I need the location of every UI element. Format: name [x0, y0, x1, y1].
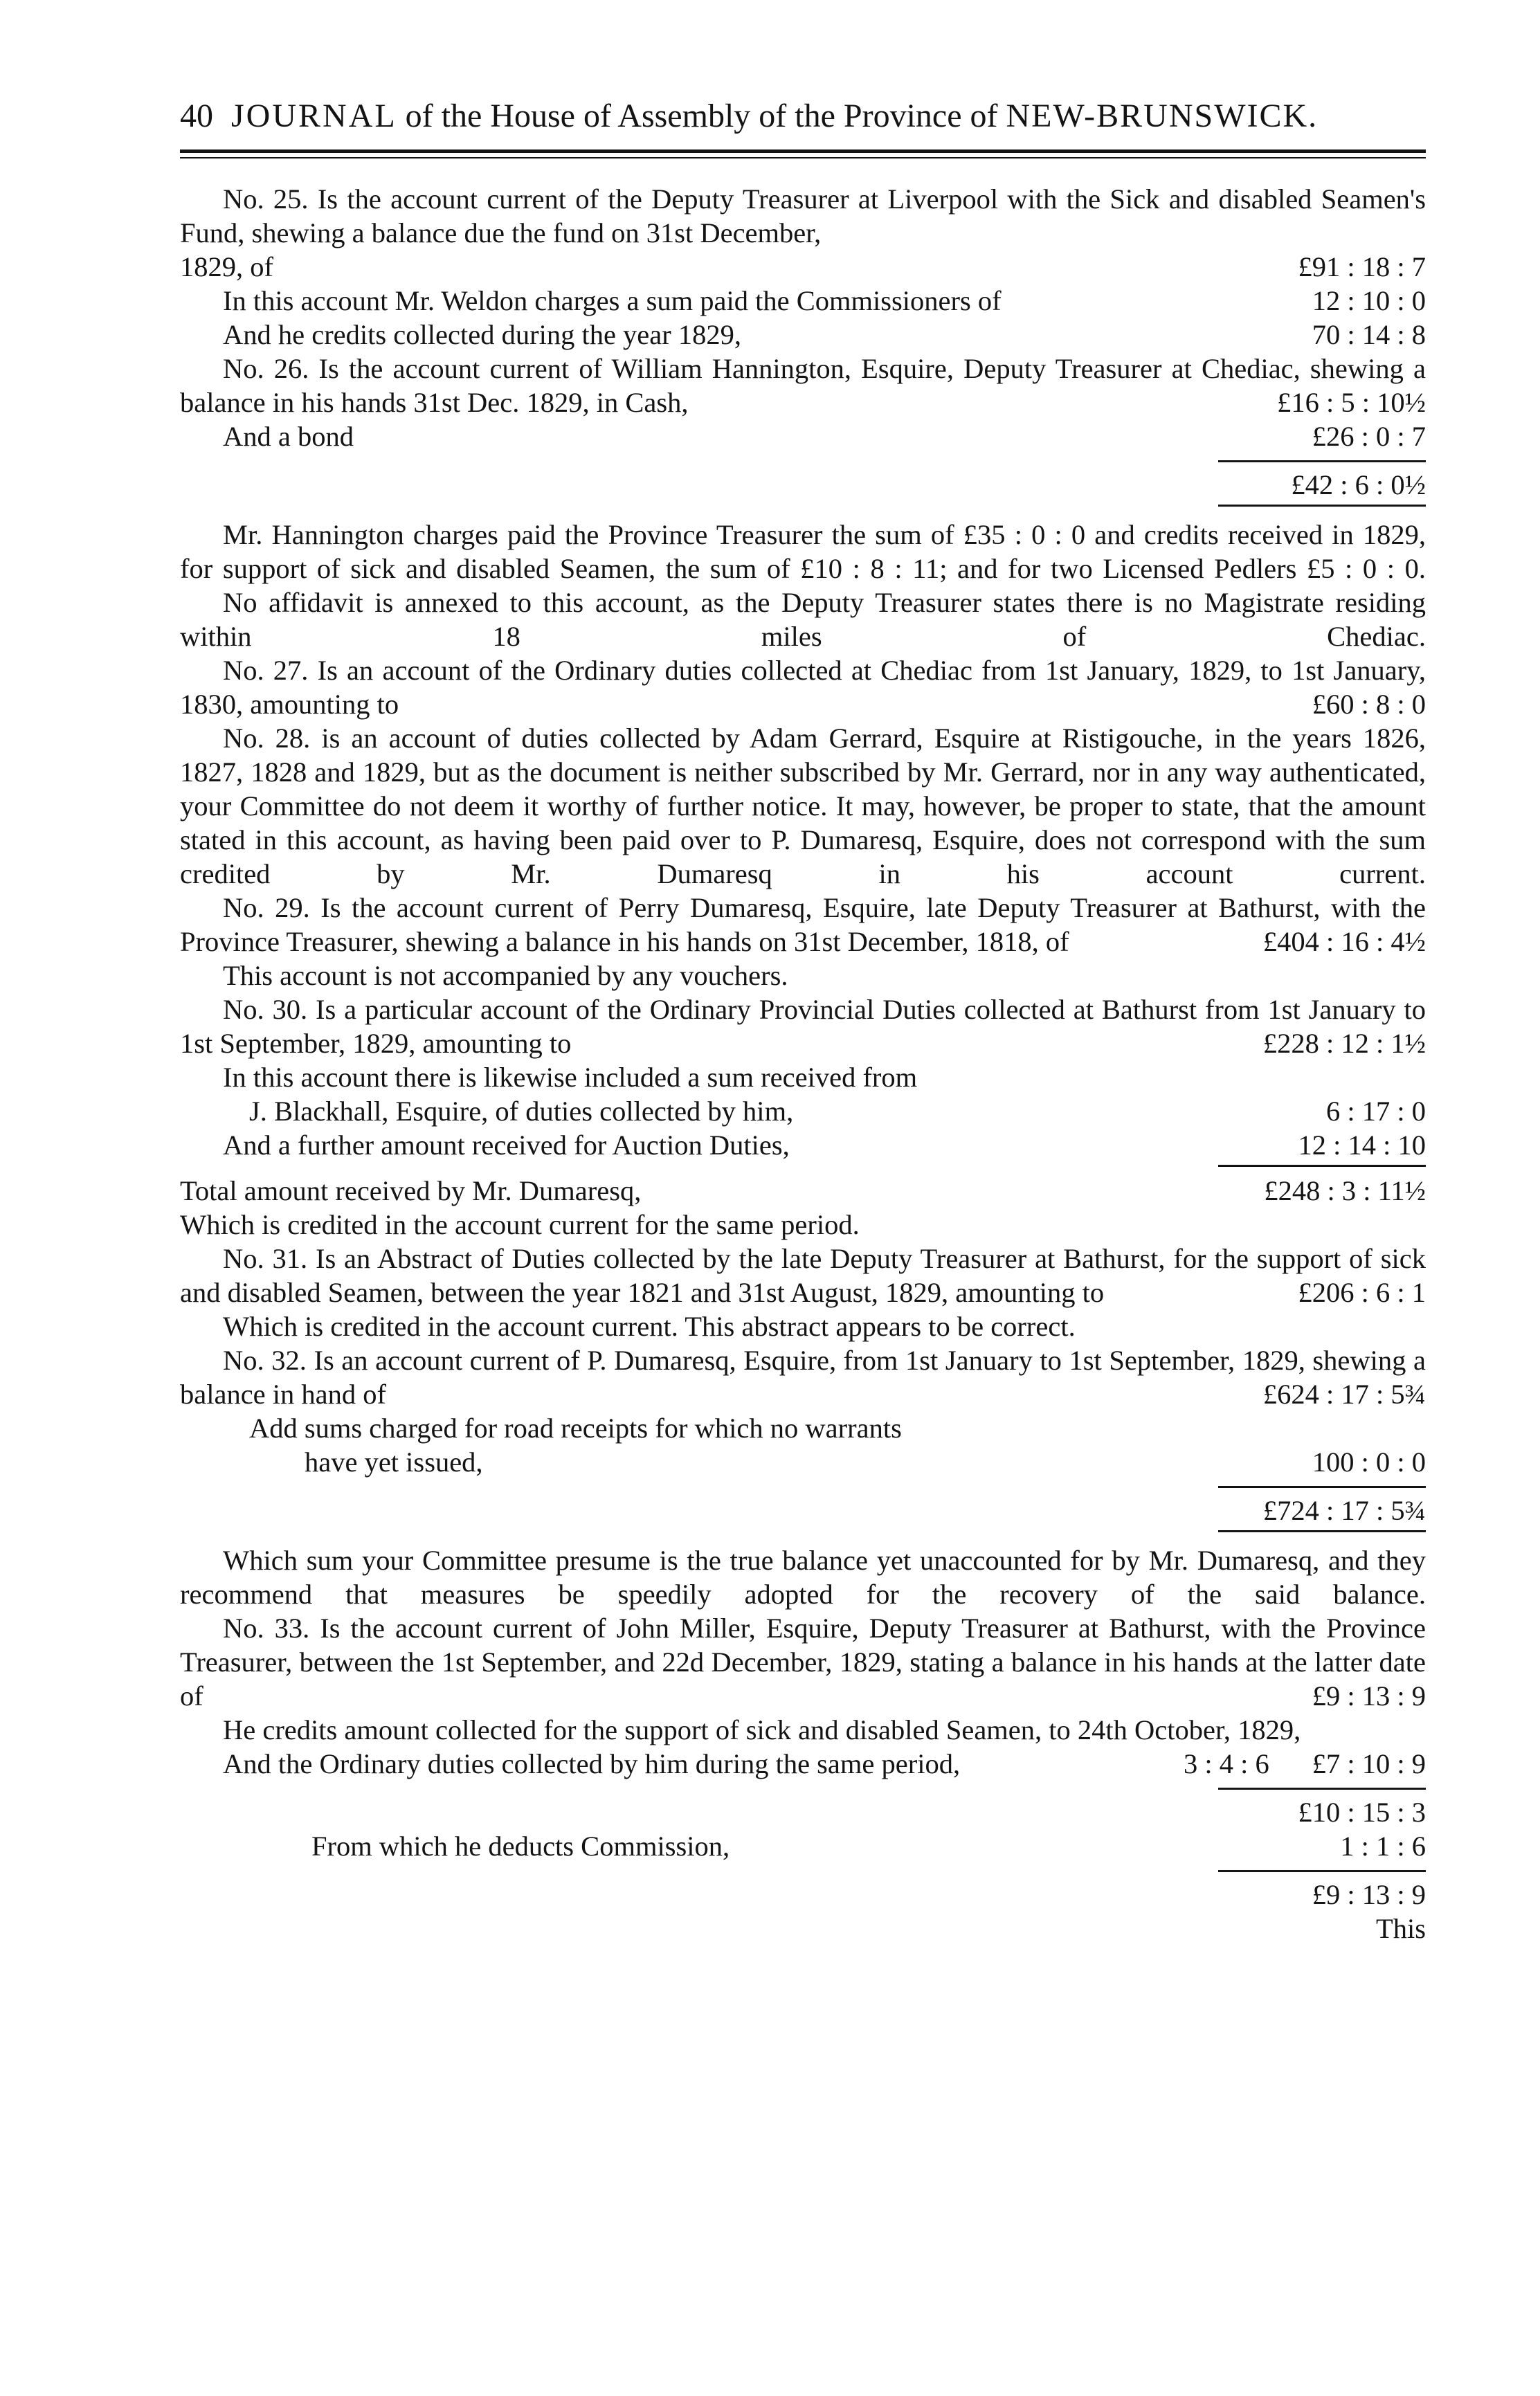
item-26-para1: Mr. Hannington charges paid the Province Treasurer the sum of £35 : 0 : 0 and credits received in 1829, for support of sick and disabled Seamen, the sum of £10 : 8 : 11; and for two Licensed Pedlers £5 : 0 : 0. — [180, 519, 1426, 584]
item-30-rule — [180, 1162, 1426, 1167]
item-29-text-body: No. 29. Is the account current of Perry Dumaresq, Esquire, late Deputy Treasurer at Bathurst, with the Province Treasurer, shewing a balance in his hands on 31st December, 1818, of — [180, 892, 1426, 957]
item-31-text — [180, 1242, 1426, 1309]
item-29-text — [180, 891, 1426, 959]
item-33-ordinary-label: And the Ordinary duties collected by him during the same period, — [223, 1748, 961, 1779]
item-33-text-body: No. 33. Is the account current of John Miller, Esquire, Deputy Treasurer at Bathurst, with the Province Treasurer, between the 1st September, and 22d December, 1829, stating a balance in his hands at the latter date of — [180, 1613, 1426, 1712]
item-26-bond-label: And a bond — [223, 421, 354, 452]
item-26-text-body: No. 26. Is the account current of William Hannington, Esquire, Deputy Treasurer at Chediac, shewing a balance in his hands 31st Dec. 1829, in Cash, — [180, 353, 1426, 418]
item-30-auction-amount: 12 : 14 : 10 — [1298, 1129, 1426, 1161]
item-31-amount: £206 : 6 : 1 — [1298, 1277, 1426, 1308]
item-31-note: Which is credited in the account current. This abstract appears to be correct. — [223, 1311, 1076, 1342]
item-26-cash-amount: £16 : 5 : 10½ — [1277, 387, 1426, 418]
item-32-para: Which sum your Committee presume is the true balance yet unaccounted for by Mr. Dumaresq, and they recommend that measures be speedily adopted for the recovery of the said balance. — [180, 1545, 1426, 1610]
item-30-text-body: No. 30. Is a particular account of the Ordinary Provincial Duties collected at Bathurst from 1st January to 1st September, 1829, amounting to — [180, 994, 1426, 1059]
item-27-amount: £60 : 8 : 0 — [1312, 689, 1426, 720]
item-33-deduct — [180, 1829, 1426, 1863]
item-26-total-rule — [180, 502, 1426, 507]
item-30-text — [180, 992, 1426, 1060]
item-30-amount: £228 : 12 : 1½ — [1262, 1028, 1426, 1059]
item-31-text-body: No. 31. Is an Abstract of Duties collected by the late Deputy Treasurer at Bathurst, for the support of sick and disabled Seamen, between the year 1821 and 31st August, 1829, amounting to — [180, 1243, 1426, 1308]
item-30-blackhall-label: J. Blackhall, Esquire, of duties collected by him, — [249, 1096, 794, 1127]
item-32-text — [180, 1343, 1426, 1411]
item-26-text — [180, 352, 1426, 419]
item-30-auction-label: And a further amount received for Auction Duties, — [223, 1129, 790, 1161]
journal-title: JOURNAL — [231, 98, 397, 134]
header-rule — [180, 149, 1426, 153]
item-25-credit-label: And he credits collected during the year 1829, — [223, 319, 741, 350]
item-26-bond-amount: £26 : 0 : 7 — [1312, 421, 1426, 452]
item-33-text — [180, 1611, 1426, 1713]
page — [180, 97, 1426, 1945]
item-32-add-label2: have yet issued, — [305, 1446, 483, 1478]
item-32-total: £724 : 17 : 5¾ — [1218, 1486, 1426, 1527]
item-33-credit-text: He credits amount collected for the support of sick and disabled Seamen, to 24th October, 1829, — [223, 1714, 1301, 1745]
item-25-charge — [180, 284, 1426, 318]
item-30-total — [180, 1174, 1426, 1208]
item-33-ordinary — [180, 1747, 1269, 1781]
item-32-add-label1: Add sums charged for road receipts for which no warrants — [249, 1413, 902, 1444]
item-25-charge-amount: 12 : 10 : 0 — [1312, 285, 1426, 316]
item-30-blackhall-amount: 6 : 17 : 0 — [1325, 1096, 1426, 1127]
item-25-balance — [180, 250, 1426, 284]
item-25-charge-label: In this account Mr. Weldon charges a sum paid the Commissioners of — [223, 285, 1002, 316]
item-30-total-label: Total amount received by Mr. Dumaresq, — [180, 1175, 642, 1206]
running-header — [180, 97, 1426, 145]
item-26-para2: No affidavit is annexed to this account, as the Deputy Treasurer states there is no Magistrate residing within 18 miles of Chediac. — [180, 587, 1426, 652]
item-33-total: £9 : 13 : 9 — [1218, 1870, 1426, 1912]
province-name: NEW-BRUNSWICK. — [1006, 98, 1319, 134]
item-32-total-rule — [180, 1527, 1426, 1532]
item-33-deduct-amount: 1 : 1 : 6 — [1340, 1831, 1426, 1862]
item-32-add — [180, 1445, 1426, 1479]
item-27-text — [180, 653, 1426, 721]
item-29-amount: £404 : 16 : 4½ — [1262, 926, 1426, 957]
item-33-ordinary-amount: 3 : 4 : 6 — [1183, 1748, 1269, 1779]
item-33-subtotal-row — [180, 1781, 1426, 1829]
item-29-note: This account is not accompanied by any vouchers. — [223, 960, 788, 991]
item-25-balance-label: 1829, of — [180, 251, 273, 282]
item-27-text-body: No. 27. Is an account of the Ordinary duties collected at Chediac from 1st January, 1829, to 1st January, 1830, amounting to — [180, 655, 1426, 720]
item-32-text-body: No. 32. Is an account current of P. Dumaresq, Esquire, from 1st January to 1st September, 1829, shewing a balance in hand of — [180, 1345, 1426, 1410]
item-32-total-row — [180, 1479, 1426, 1527]
page-number: 40 — [180, 98, 213, 134]
item-25-text: No. 25. Is the account current of the Deputy Treasurer at Liverpool with the Sick and disabled Seamen's Fund, shewing a balance due the fund on 31st December, — [180, 183, 1426, 248]
journal-body — [180, 182, 1426, 1945]
item-30-line3: In this account there is likewise included a sum received from — [223, 1062, 918, 1093]
item-30-total-amount: £248 : 3 : 11½ — [1264, 1175, 1426, 1206]
item-26-bond — [180, 419, 1426, 453]
item-25-balance-amount: £91 : 18 : 7 — [1298, 251, 1426, 282]
item-28-text: No. 28. is an account of duties collected by Adam Gerrard, Esquire at Ristigouche, in the years 1826, 1827, 1828 and 1829, but as the document is neither subscribed by Mr. Gerrard, nor in any way authenticated, your Committee do not deem it worthy of further notice. It may, however, be proper to state, that the amount stated in this account, as having been paid over to P. Dumaresq, Esquire, does not correspond with the sum credited by Mr. Dumaresq in his account current. — [180, 723, 1426, 889]
catchword: This — [1375, 1913, 1426, 1944]
item-33-subtotal: £10 : 15 : 3 — [1218, 1788, 1426, 1829]
item-32-add-amount: 100 : 0 : 0 — [1312, 1446, 1426, 1478]
item-33-total-row — [180, 1863, 1426, 1912]
item-26-total: £42 : 6 : 0½ — [1218, 460, 1426, 502]
item-30-blackhall — [180, 1094, 1426, 1128]
item-32-amount: £624 : 17 : 5¾ — [1262, 1379, 1426, 1410]
item-30-note: Which is credited in the account current for the same period. — [180, 1209, 860, 1240]
item-26-total-row — [180, 453, 1426, 502]
item-33-amount: £9 : 13 : 9 — [1312, 1680, 1426, 1712]
item-25-credit — [180, 318, 1426, 352]
header-text: of the House of Assembly of the Province of — [405, 98, 998, 134]
item-33-deduct-label: From which he deducts Commission, — [311, 1831, 730, 1862]
item-25-credit-amount: 70 : 14 : 8 — [1312, 319, 1426, 350]
header-rule-thin — [180, 157, 1426, 158]
item-30-auction — [180, 1128, 1426, 1162]
item-33-credit-amount: £7 : 10 : 9 — [1312, 1748, 1426, 1779]
